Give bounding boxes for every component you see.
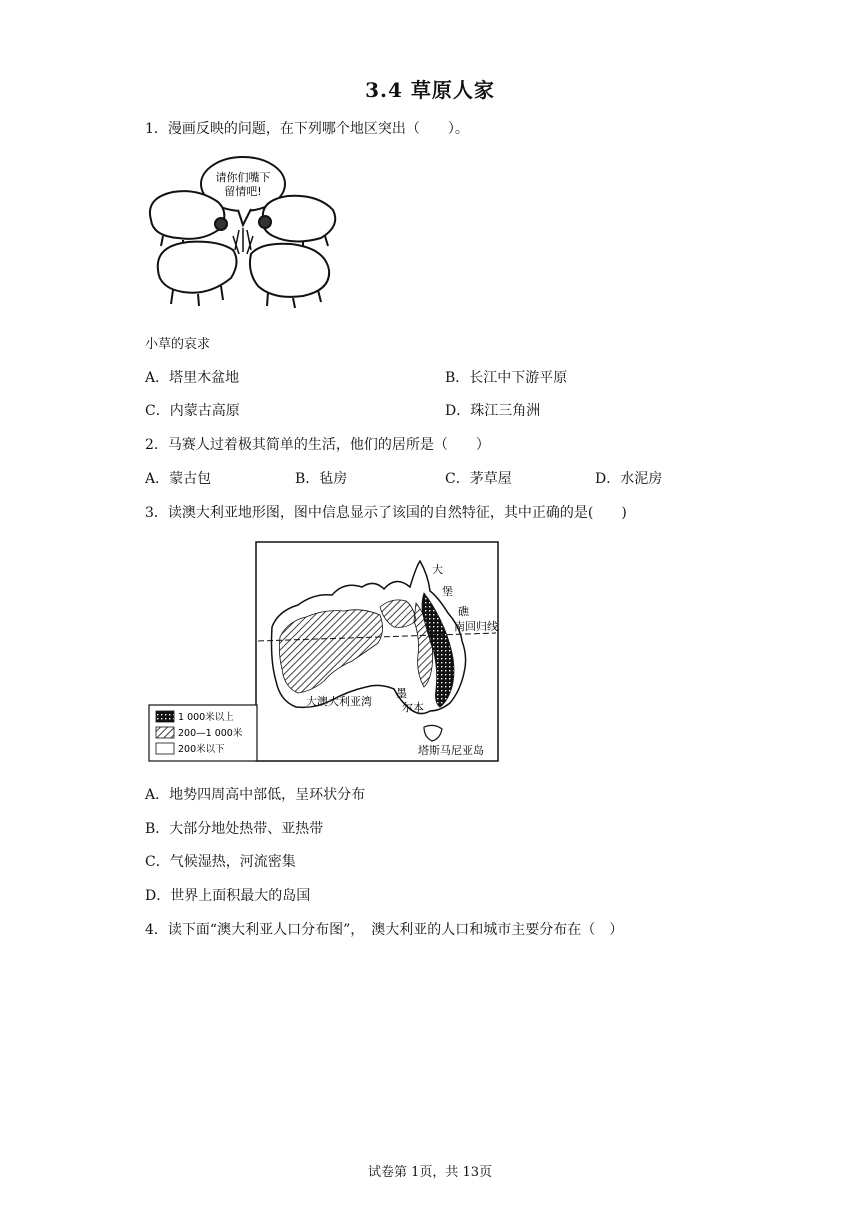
question-1-stem: 1．漫画反映的问题，在下列哪个地区突出（ ）。 — [145, 121, 469, 137]
q1-option-a[interactable]: A．塔里木盆地 — [145, 370, 240, 386]
q2-option-b[interactable]: B．毡房 — [295, 471, 348, 487]
question-4-stem: 4．读下面“澳大利亚人口分布图”， 澳大利亚的人口和城市主要分布在（ ） — [145, 922, 624, 938]
legend-label-high: 1 000米以上 — [178, 712, 234, 723]
cartoon-figure — [143, 150, 343, 310]
page-footer: 试卷第 1页，共 13页 — [367, 1165, 493, 1180]
legend-label-mid: 200—1 000米 — [178, 728, 243, 739]
australia-terrain-map — [148, 541, 500, 763]
sheep-bottom-left — [158, 242, 237, 306]
legend-label-low: 200米以下 — [178, 744, 225, 755]
label-bourne: 尔本 — [402, 701, 424, 714]
figure-caption: 小草的哀求 — [145, 337, 211, 352]
q3-option-c[interactable]: C．气候湿热，河流密集 — [145, 854, 296, 870]
legend-swatch-low — [156, 743, 174, 754]
q1-option-c[interactable]: C．内蒙古高原 — [145, 403, 240, 419]
q2-option-c[interactable]: C．茅草屋 — [445, 471, 512, 487]
label-great: 大 — [432, 563, 443, 576]
label-tropic: 南回归线 — [454, 620, 498, 633]
bubble-text-line2: 留情吧! — [224, 185, 262, 198]
q1-option-b[interactable]: B．长江中下游平原 — [445, 370, 568, 386]
map-legend — [149, 705, 257, 761]
label-mel: 墨 — [396, 687, 407, 700]
label-barrier: 堡 — [442, 585, 453, 598]
label-tasmania: 塔斯马尼亚岛 — [418, 744, 484, 757]
question-3-stem: 3．读澳大利亚地形图，图中信息显示了该国的自然特征，其中正确的是( ) — [145, 505, 627, 521]
legend-swatch-mid — [156, 727, 174, 738]
q2-option-d[interactable]: D．水泥房 — [595, 471, 663, 487]
grass-tuft — [233, 228, 253, 254]
page-title: 3.4 草原人家 — [365, 78, 495, 102]
label-great-australian-bight: 大澳大利亚湾 — [306, 695, 372, 708]
bubble-text-line1: 请你们嘴下 — [215, 171, 271, 184]
q3-option-d[interactable]: D．世界上面积最大的岛国 — [145, 888, 311, 904]
legend-swatch-high — [156, 711, 174, 722]
label-reef: 礁 — [458, 605, 469, 618]
question-2-stem: 2．马赛人过着极其简单的生活，他们的居所是（ ） — [145, 437, 490, 453]
q3-option-b[interactable]: B．大部分地处热带、亚热带 — [145, 821, 324, 837]
sheep-bottom-right — [250, 244, 329, 308]
sheep-top-right — [259, 196, 335, 252]
q1-option-d[interactable]: D．珠江三角洲 — [445, 403, 541, 419]
q2-option-a[interactable]: A．蒙古包 — [145, 471, 212, 487]
q3-option-a[interactable]: A．地势四周高中部低，呈环状分布 — [145, 787, 366, 803]
